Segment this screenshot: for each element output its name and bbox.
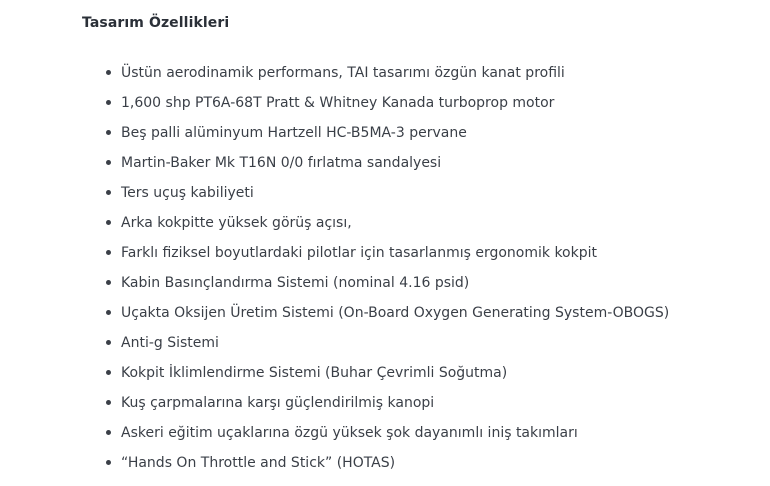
bullet-icon	[106, 370, 111, 375]
feature-list	[104, 62, 764, 482]
feature-text: Üstün aerodinamik performans, TAI tasarımı özgün kanat profili	[121, 65, 565, 81]
bullet-icon	[106, 460, 111, 465]
list-item	[104, 212, 764, 242]
bullet-icon	[106, 250, 111, 255]
list-item	[104, 152, 764, 182]
list-item	[104, 242, 764, 272]
feature-text: Anti-g Sistemi	[121, 335, 219, 351]
list-item	[104, 122, 764, 152]
feature-text: Askeri eğitim uçaklarına özgü yüksek şok dayanımlı iniş takımları	[121, 425, 578, 441]
bullet-icon	[106, 280, 111, 285]
feature-text: Ters uçuş kabiliyeti	[121, 185, 254, 201]
feature-text: Farklı fiziksel boyutlardaki pilotlar için tasarlanmış ergonomik kokpit	[121, 245, 597, 261]
feature-text: Arka kokpitte yüksek görüş açısı,	[121, 215, 352, 231]
list-item	[104, 182, 764, 212]
feature-text: “Hands On Throttle and Stick” (HOTAS)	[121, 455, 396, 471]
section-title: Tasarım Özellikleri	[82, 15, 230, 31]
bullet-icon	[106, 100, 111, 105]
list-item	[104, 392, 764, 422]
bullet-icon	[106, 400, 111, 405]
list-item	[104, 92, 764, 122]
bullet-icon	[106, 70, 111, 75]
feature-text: Beş palli alüminyum Hartzell HC-B5MA-3 pervane	[121, 125, 467, 141]
list-item	[104, 422, 764, 452]
feature-text: Uçakta Oksijen Üretim Sistemi (On-Board Oxygen Generating System-OBOGS)	[121, 305, 670, 321]
bullet-icon	[106, 340, 111, 345]
bullet-icon	[106, 160, 111, 165]
list-item	[104, 332, 764, 362]
feature-text: Martin-Baker Mk T16N 0/0 fırlatma sandalyesi	[121, 155, 442, 171]
bullet-icon	[106, 130, 111, 135]
bullet-icon	[106, 190, 111, 195]
feature-text: Kuş çarpmalarına karşı güçlendirilmiş kanopi	[121, 395, 435, 411]
feature-text: 1,600 shp PT6A-68T Pratt & Whitney Kanada turboprop motor	[121, 95, 555, 111]
list-item	[104, 452, 764, 482]
bullet-icon	[106, 220, 111, 225]
design-features-section	[82, 0, 762, 471]
list-item	[104, 302, 764, 332]
list-item	[104, 62, 764, 92]
list-item	[104, 362, 764, 392]
bullet-icon	[106, 430, 111, 435]
bullet-icon	[106, 310, 111, 315]
feature-text: Kokpit İklimlendirme Sistemi (Buhar Çevrimli Soğutma)	[121, 365, 508, 381]
feature-text: Kabin Basınçlandırma Sistemi (nominal 4.16 psid)	[121, 275, 470, 291]
list-item	[104, 272, 764, 302]
